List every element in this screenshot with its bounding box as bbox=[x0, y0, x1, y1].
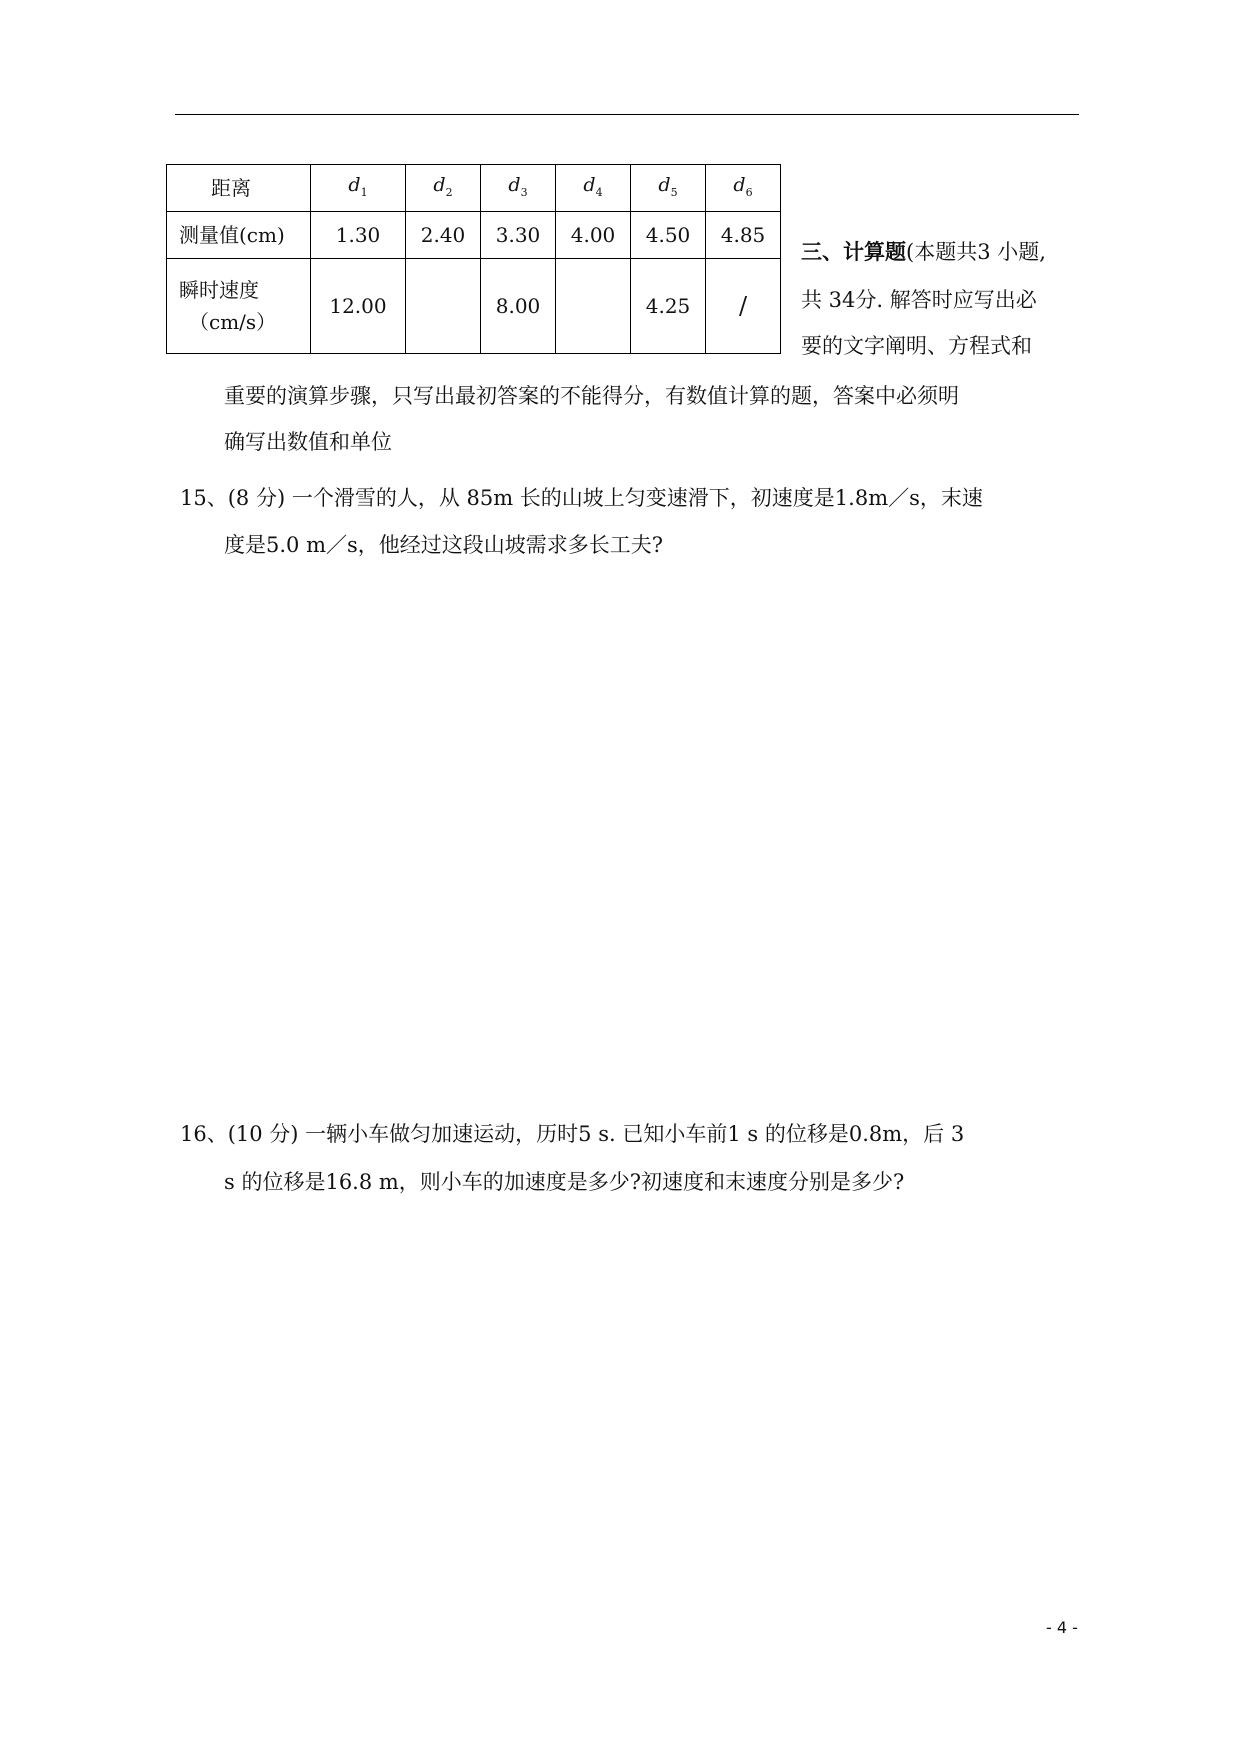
cell-d6: $d_6$ bbox=[706, 165, 781, 212]
cell-measure-4: 4.00 bbox=[556, 212, 631, 259]
cell-d5: $d_5$ bbox=[631, 165, 706, 212]
section3-line2: 共 34分. 解答时应写出必 bbox=[801, 288, 1037, 312]
cell-measure-6: 4.85 bbox=[706, 212, 781, 259]
cell-measure-1: 1.30 bbox=[311, 212, 406, 259]
cell-speed-3: 8.00 bbox=[481, 259, 556, 354]
label-speed bbox=[167, 259, 311, 354]
q15-line2: 度是5.0 m／s，他经过这段山坡需求多长工夫? bbox=[224, 533, 664, 557]
cell-speed-6: / bbox=[706, 259, 781, 354]
q16-line2: s 的位移是16.8 m，则小车的加速度是多少?初速度和末速度分别是多少? bbox=[224, 1170, 905, 1194]
section3-heading bbox=[801, 236, 1081, 268]
section3-line1: (本题共3 小题, bbox=[906, 240, 1046, 264]
cell-measure-5: 4.50 bbox=[631, 212, 706, 259]
header-rule bbox=[175, 114, 1079, 115]
page-number: - 4 - bbox=[1046, 1618, 1078, 1637]
q16-line1: 16、(10 分) 一辆小车做匀加速运动，历时5 s. 已知小车前1 s 的位移是0.8m，后 3 bbox=[180, 1122, 965, 1146]
cell-speed-5: 4.25 bbox=[631, 259, 706, 354]
cell-measure-3: 3.30 bbox=[481, 212, 556, 259]
cell-d3: $d_3$ bbox=[481, 165, 556, 212]
cell-d4: $d_4$ bbox=[556, 165, 631, 212]
label-distance: 距离 bbox=[167, 165, 311, 212]
label-speed-line2: （cm/s） bbox=[189, 310, 277, 334]
cell-d2: $d_2$ bbox=[406, 165, 481, 212]
cell-speed-1: 12.00 bbox=[311, 259, 406, 354]
cell-d1: $d_1$ bbox=[311, 165, 406, 212]
q15-line1: 15、(8 分) 一个滑雪的人，从 85m 长的山坡上匀变速滑下，初速度是1.8m／s，末速 bbox=[180, 486, 983, 510]
table-row-distance bbox=[167, 165, 781, 212]
label-measure: 测量值(cm) bbox=[167, 212, 311, 259]
cell-speed-4 bbox=[556, 259, 631, 354]
section3-line5: 确写出数值和单位 bbox=[224, 430, 392, 454]
section3-line3: 要的文字阐明、方程式和 bbox=[801, 334, 1032, 358]
measurement-table bbox=[166, 164, 781, 354]
table-row-measure bbox=[167, 212, 781, 259]
table-row-speed bbox=[167, 259, 781, 354]
label-speed-line1: 瞬时速度 bbox=[179, 278, 259, 302]
section3-line4: 重要的演算步骤，只写出最初答案的不能得分，有数值计算的题，答案中必须明 bbox=[224, 384, 959, 408]
cell-measure-2: 2.40 bbox=[406, 212, 481, 259]
cell-speed-2 bbox=[406, 259, 481, 354]
section3-title: 三、计算题 bbox=[801, 239, 906, 264]
